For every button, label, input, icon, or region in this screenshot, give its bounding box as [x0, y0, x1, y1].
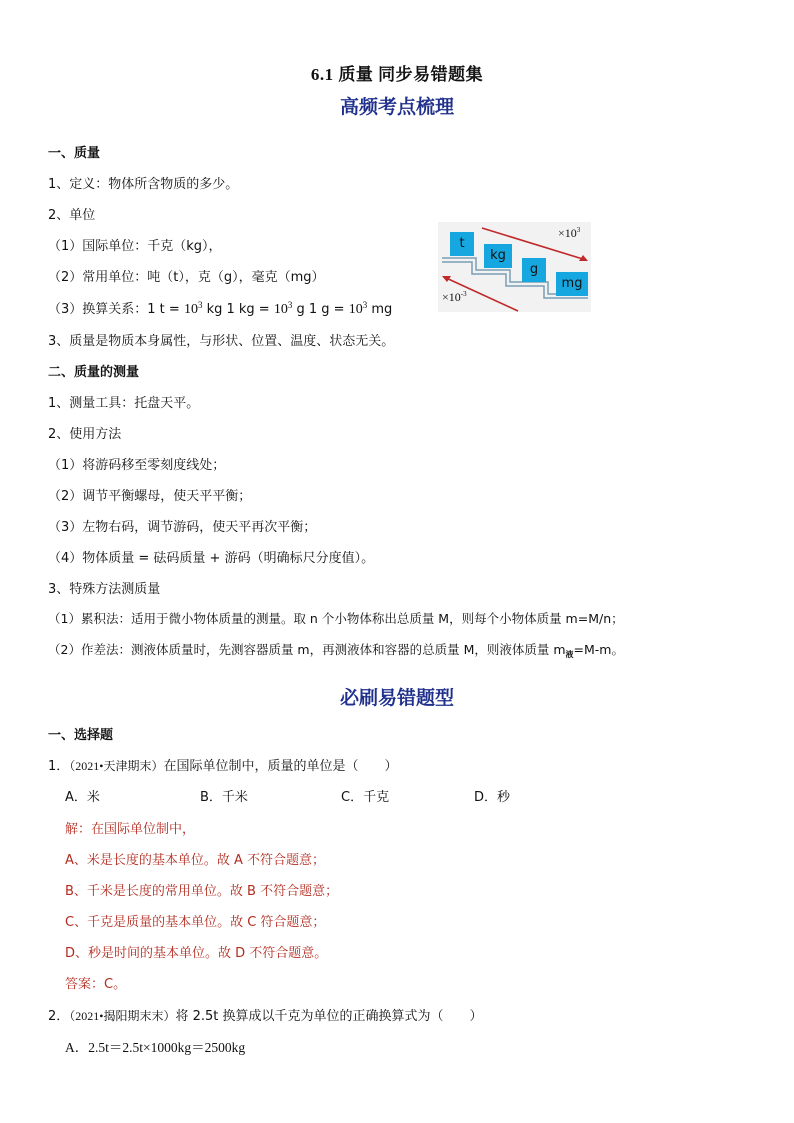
usage-step-3: （3）左物右码，调节游码，使天平再次平衡； — [48, 520, 317, 535]
conversion-prefix: （3）换算关系：1 t = — [48, 302, 180, 317]
usage-step-1: （1）将游码移至零刻度线处； — [48, 458, 226, 473]
question-1 — [48, 755, 398, 774]
question-number: 2． — [48, 1009, 70, 1024]
multiply-label: $\times 10^3$ — [558, 226, 581, 240]
usage-heading: 2、使用方法 — [48, 427, 122, 442]
q1-option-d: D．秒 — [474, 790, 511, 805]
special-method-heading: 3、特殊方法测质量 — [48, 582, 161, 597]
q1-option-c: C．千克 — [341, 790, 390, 805]
conversion-value-3: $10^3$ — [348, 300, 368, 317]
usage-step-2: （2）调节平衡螺母，使天平平衡； — [48, 489, 252, 504]
unit-heading: 2、单位 — [48, 208, 96, 223]
unit-box-t: t — [450, 232, 474, 256]
q1-solution-b: B、千米是长度的常用单位。故 B 不符合题意； — [65, 884, 339, 899]
conversion-mid-2: g 1 g = — [296, 302, 345, 317]
difference-method: （2）作差法：测液体质量时，先测容器质量 m，再测液体和容器的总质量 M，则液体质量 $m_液=M-m$。 — [48, 642, 624, 659]
property-line: 3、质量是物质本身属性，与形状、位置、温度、状态无关。 — [48, 334, 395, 349]
q1-solution-c: C、千克是质量的基本单位。故 C 符合题意； — [65, 915, 326, 930]
si-unit-line: （1）国际单位：千克（kg）， — [48, 239, 222, 254]
document-title: 6.1 质量 同步易错题集 — [310, 65, 484, 84]
unit-box-g: g — [522, 258, 546, 282]
part1-heading: 一、质量 — [48, 146, 101, 161]
section-heading-practice: 必刷易错题型 — [339, 688, 454, 709]
question-source: （2021•揭阳期末末） — [69, 1009, 176, 1023]
unit-box-mg: mg — [556, 272, 588, 296]
q1-answer: 答案：C。 — [65, 977, 127, 992]
section-heading-key-points: 高频考点梳理 — [339, 97, 454, 118]
conversion-line — [48, 298, 392, 318]
definition-line: 1、定义：物体所含物质的多少。 — [48, 177, 239, 192]
conversion-value-2: $10^3$ — [273, 300, 293, 317]
q2-option-a: A．2.5t＝2.5t×1000kg＝2500kg — [65, 1040, 246, 1055]
tool-line: 1、测量工具：托盘天平。 — [48, 396, 200, 411]
conversion-end: mg — [371, 302, 393, 317]
accumulation-method: （1）累积法：适用于微小物体质量的测量。取 n 个小物体称出总质量 M，则每个小物体质量 m=M/n； — [48, 611, 624, 626]
part2-heading: 二、质量的测量 — [48, 365, 140, 380]
q1-solution-intro: 解：在国际单位制中， — [65, 822, 196, 837]
common-unit-line: （2）常用单位：吨（t），克（g），毫克（mg） — [48, 270, 325, 285]
question-source: （2021•天津期末） — [69, 759, 164, 773]
question-stem: 在国际单位制中，质量的单位是（ ） — [163, 759, 398, 774]
conversion-value-1: $10^3$ — [183, 300, 203, 317]
q1-option-a: A．米 — [65, 790, 100, 805]
unit-conversion-diagram — [438, 222, 591, 312]
question-stem: 将 2.5t 换算成以千克为单位的正确换算式为（ ） — [175, 1009, 483, 1024]
part3-heading: 一、选择题 — [48, 728, 114, 743]
usage-step-4: （4）物体质量 = 砝码质量 + 游码（明确标尺分度值）。 — [48, 551, 375, 566]
unit-box-kg: kg — [484, 244, 512, 268]
q1-solution-d: D、秒是时间的基本单位。故 D 不符合题意。 — [65, 946, 328, 961]
divide-label: $\times 10^{-3}$ — [442, 290, 467, 304]
question-number: 1． — [48, 759, 70, 774]
q1-solution-a: A、米是长度的基本单位。故 A 不符合题意； — [65, 853, 326, 868]
q1-option-b: B．千米 — [200, 790, 248, 805]
conversion-mid-1: kg 1 kg = — [206, 302, 270, 317]
question-2 — [48, 1005, 483, 1024]
